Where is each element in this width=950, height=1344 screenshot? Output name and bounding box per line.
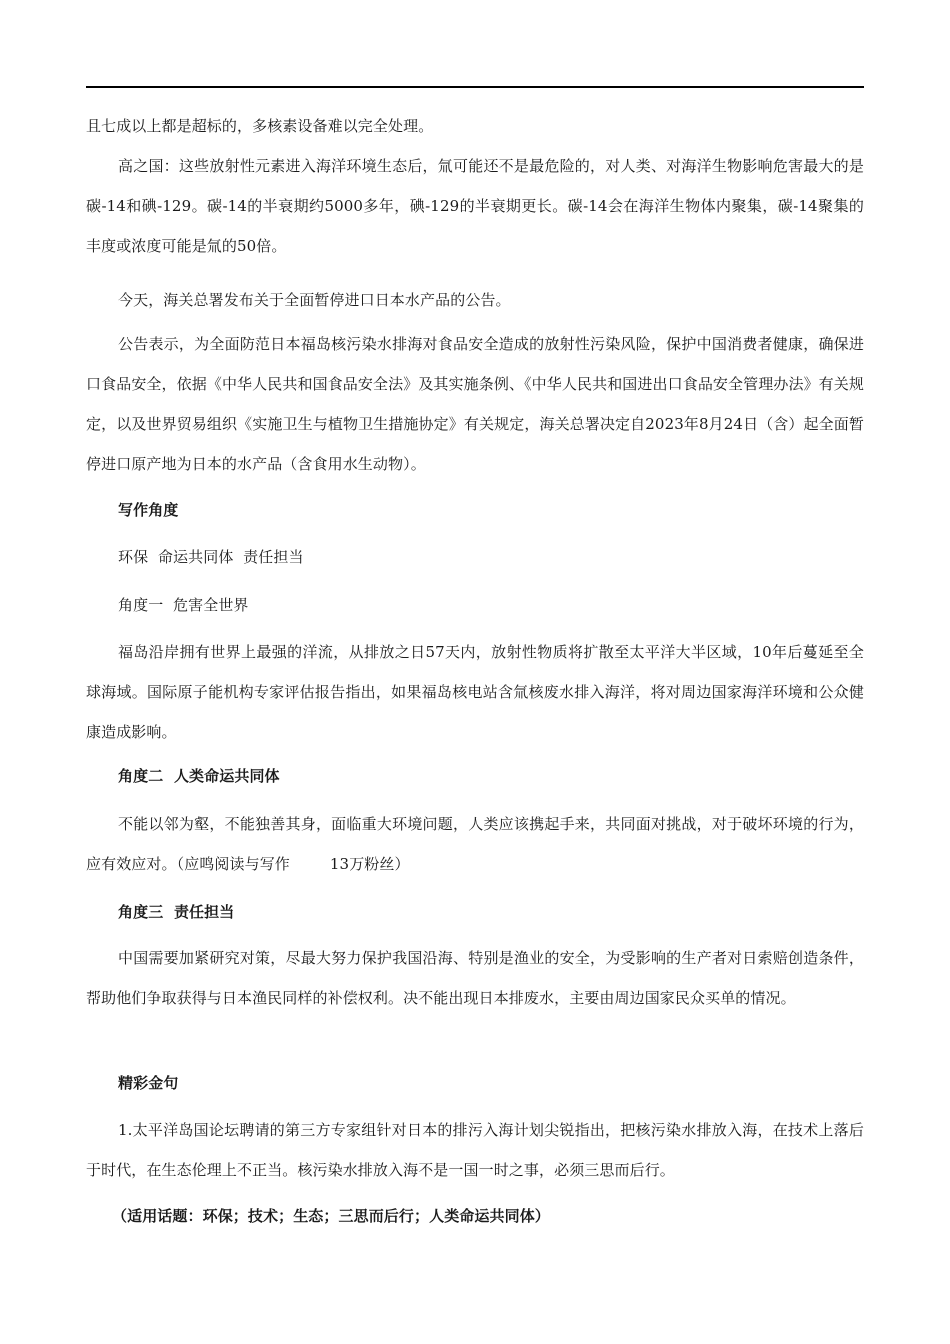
angle1-title: 角度一 危害全世界 [118, 596, 249, 614]
paragraph-gao-zhiguo: 高之国：这些放射性元素进入海洋环境生态后，氚可能还不是最危险的，对人类、对海洋生物影响危害最大的是碳-14和碘-129。碳-14的半衰期约5000多年，碘-129的半衰期更长。碳-14会在海洋生物体内聚集，碳-14聚集的丰度或浓度可能是氚的50倍。 [86, 157, 864, 255]
angle2-body-text: 不能以邻为壑，不能独善其身，面临重大环境问题，人类应该携起手来，共同面对挑战，对于破坏环境的行为，应有效应对。（应鸣阅读与写作 [86, 815, 864, 873]
paragraph-customs-announcement: 今天，海关总署发布关于全面暂停进口日本水产品的公告。 [118, 291, 511, 309]
header-rule [86, 86, 864, 88]
paragraph-announcement-details: 公告表示，为全面防范日本福岛核污染水排海对食品安全造成的放射性污染风险，保护中国消费者健康，确保进口食品安全，依据《中华人民共和国食品安全法》及其实施条例、《中华人民共和国进出口食品安全管理办法》有关规定，以及世界贸易组织《实施卫生与植物卫生措施协定》有关规定，海关总署决定自2023年8月24日（含）起全面暂停进口原产地为日本的水产品（含食用水生动物）。 [86, 335, 864, 473]
quote-1-topics: （适用话题：环保；技术；生态；三思而后行；人类命运共同体） [112, 1207, 550, 1225]
keywords-line: 环保 命运共同体 责任担当 [118, 548, 304, 566]
angle3-title: 角度三 责任担当 [118, 903, 235, 921]
angle3-body: 中国需要加紧研究对策，尽最大努力保护我国沿海、特别是渔业的安全，为受影响的生产者对日索赔创造条件，帮助他们争取获得与日本渔民同样的补偿权利。决不能出现日本排废水，主要由周边国家民众买单的情况。 [86, 949, 864, 1007]
heading-writing-angle: 写作角度 [118, 501, 179, 519]
angle2-body [86, 804, 864, 884]
angle2-body-followers: 13万粉丝） [329, 855, 410, 873]
quote-1: 1.太平洋岛国论坛聘请的第三方专家组针对日本的排污入海计划尖锐指出，把核污染水排放入海，在技术上落后于时代，在生态伦理上不正当。核污染水排放入海不是一国一时之事，必须三思而后行。 [86, 1121, 864, 1179]
angle2-title: 角度二 人类命运共同体 [118, 767, 280, 785]
heading-golden-quotes: 精彩金句 [118, 1074, 179, 1092]
angle1-body: 福岛沿岸拥有世界上最强的洋流，从排放之日57天内，放射性物质将扩散至太平洋大半区域，10年后蔓延至全球海域。国际原子能机构专家评估报告指出，如果福岛核电站含氚核废水排入海洋，将对周边国家海洋环境和公众健康造成影响。 [86, 643, 864, 741]
paragraph-continuation: 且七成以上都是超标的，多核素设备难以完全处理。 [86, 117, 434, 135]
